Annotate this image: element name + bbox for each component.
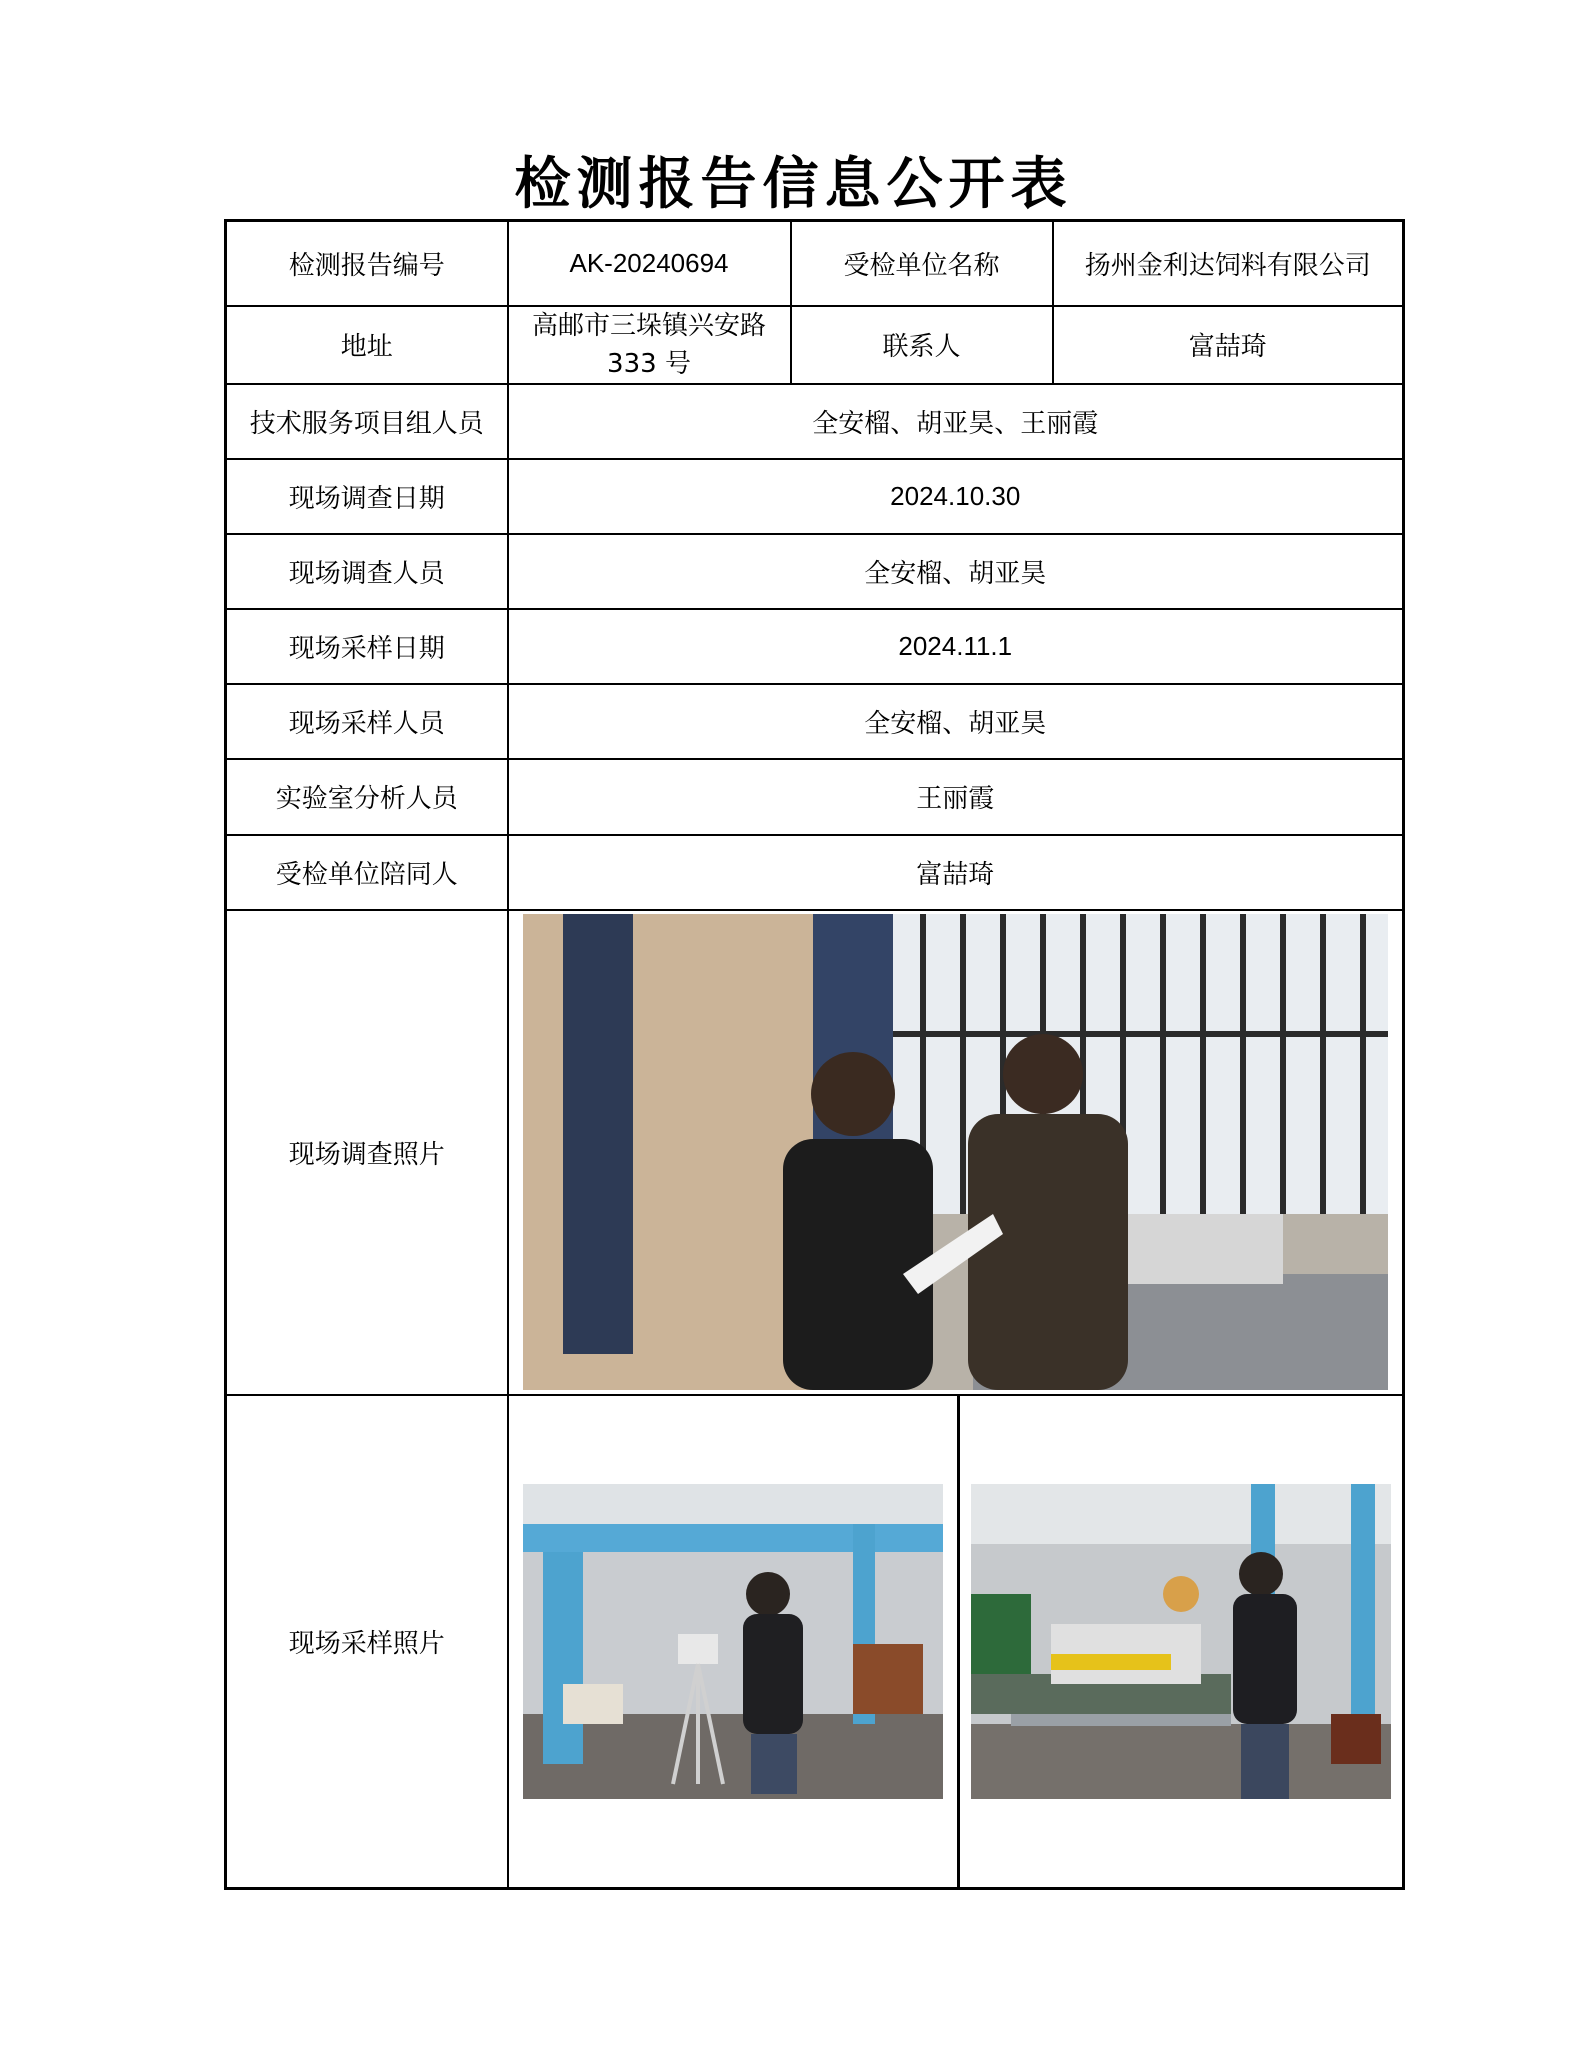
survey-photo-cell xyxy=(508,910,1404,1395)
contact-value: 富喆琦 xyxy=(1053,306,1404,384)
table-row xyxy=(226,609,1404,684)
address-label: 地址 xyxy=(226,306,508,384)
sampling-staff-value: 全安榴、胡亚昊 xyxy=(508,684,1404,759)
table-row xyxy=(226,1395,1404,1889)
survey-staff-label: 现场调查人员 xyxy=(226,534,508,609)
sampling-photo-left-cell xyxy=(509,1396,960,1887)
warehouse-sampling-image-1 xyxy=(523,1484,943,1799)
report-no-label: 检测报告编号 xyxy=(226,221,508,306)
address-line-1: 高邮市三垛镇兴安路 xyxy=(531,310,766,341)
table-row xyxy=(226,221,1404,306)
survey-photo xyxy=(523,914,1389,1390)
address-value xyxy=(508,306,791,384)
company-label: 受检单位名称 xyxy=(791,221,1053,306)
sampling-photo-cell xyxy=(508,1395,1404,1889)
sampling-staff-label: 现场采样人员 xyxy=(226,684,508,759)
sampling-photo-label: 现场采样照片 xyxy=(226,1395,508,1889)
survey-photo-label: 现场调查照片 xyxy=(226,910,508,1395)
survey-date-label: 现场调查日期 xyxy=(226,459,508,534)
table-row xyxy=(226,306,1404,384)
table-row xyxy=(226,684,1404,759)
page-title: 检测报告信息公开表 xyxy=(514,151,1073,217)
report-no-value: AK-20240694 xyxy=(508,221,791,306)
sampling-photo-row xyxy=(509,1396,1403,1887)
table-row xyxy=(226,759,1404,835)
table-row xyxy=(226,835,1404,910)
table-row xyxy=(226,459,1404,534)
sampling-photo-2 xyxy=(971,1484,1391,1799)
contact-label: 联系人 xyxy=(791,306,1053,384)
company-value: 扬州金利达饲料有限公司 xyxy=(1053,221,1404,306)
table-row xyxy=(226,910,1404,1395)
sampling-photo-1 xyxy=(523,1484,943,1799)
sampling-photo-right-cell xyxy=(960,1396,1403,1887)
sampling-date-label: 现场采样日期 xyxy=(226,609,508,684)
escort-value: 富喆琦 xyxy=(508,835,1404,910)
warehouse-sampling-image-2 xyxy=(971,1484,1391,1799)
table-row xyxy=(226,534,1404,609)
office-scene-image xyxy=(523,914,1389,1390)
survey-staff-value: 全安榴、胡亚昊 xyxy=(508,534,1404,609)
report-table xyxy=(224,219,1405,1890)
lab-staff-label: 实验室分析人员 xyxy=(226,759,508,835)
team-label: 技术服务项目组人员 xyxy=(226,384,508,459)
table-row xyxy=(226,384,1404,459)
sampling-date-value: 2024.11.1 xyxy=(508,609,1404,684)
team-value: 全安榴、胡亚昊、王丽霞 xyxy=(508,384,1404,459)
address-line-2: 333 号 xyxy=(607,348,691,379)
lab-staff-value: 王丽霞 xyxy=(508,759,1404,835)
survey-date-value: 2024.10.30 xyxy=(508,459,1404,534)
escort-label: 受检单位陪同人 xyxy=(226,835,508,910)
